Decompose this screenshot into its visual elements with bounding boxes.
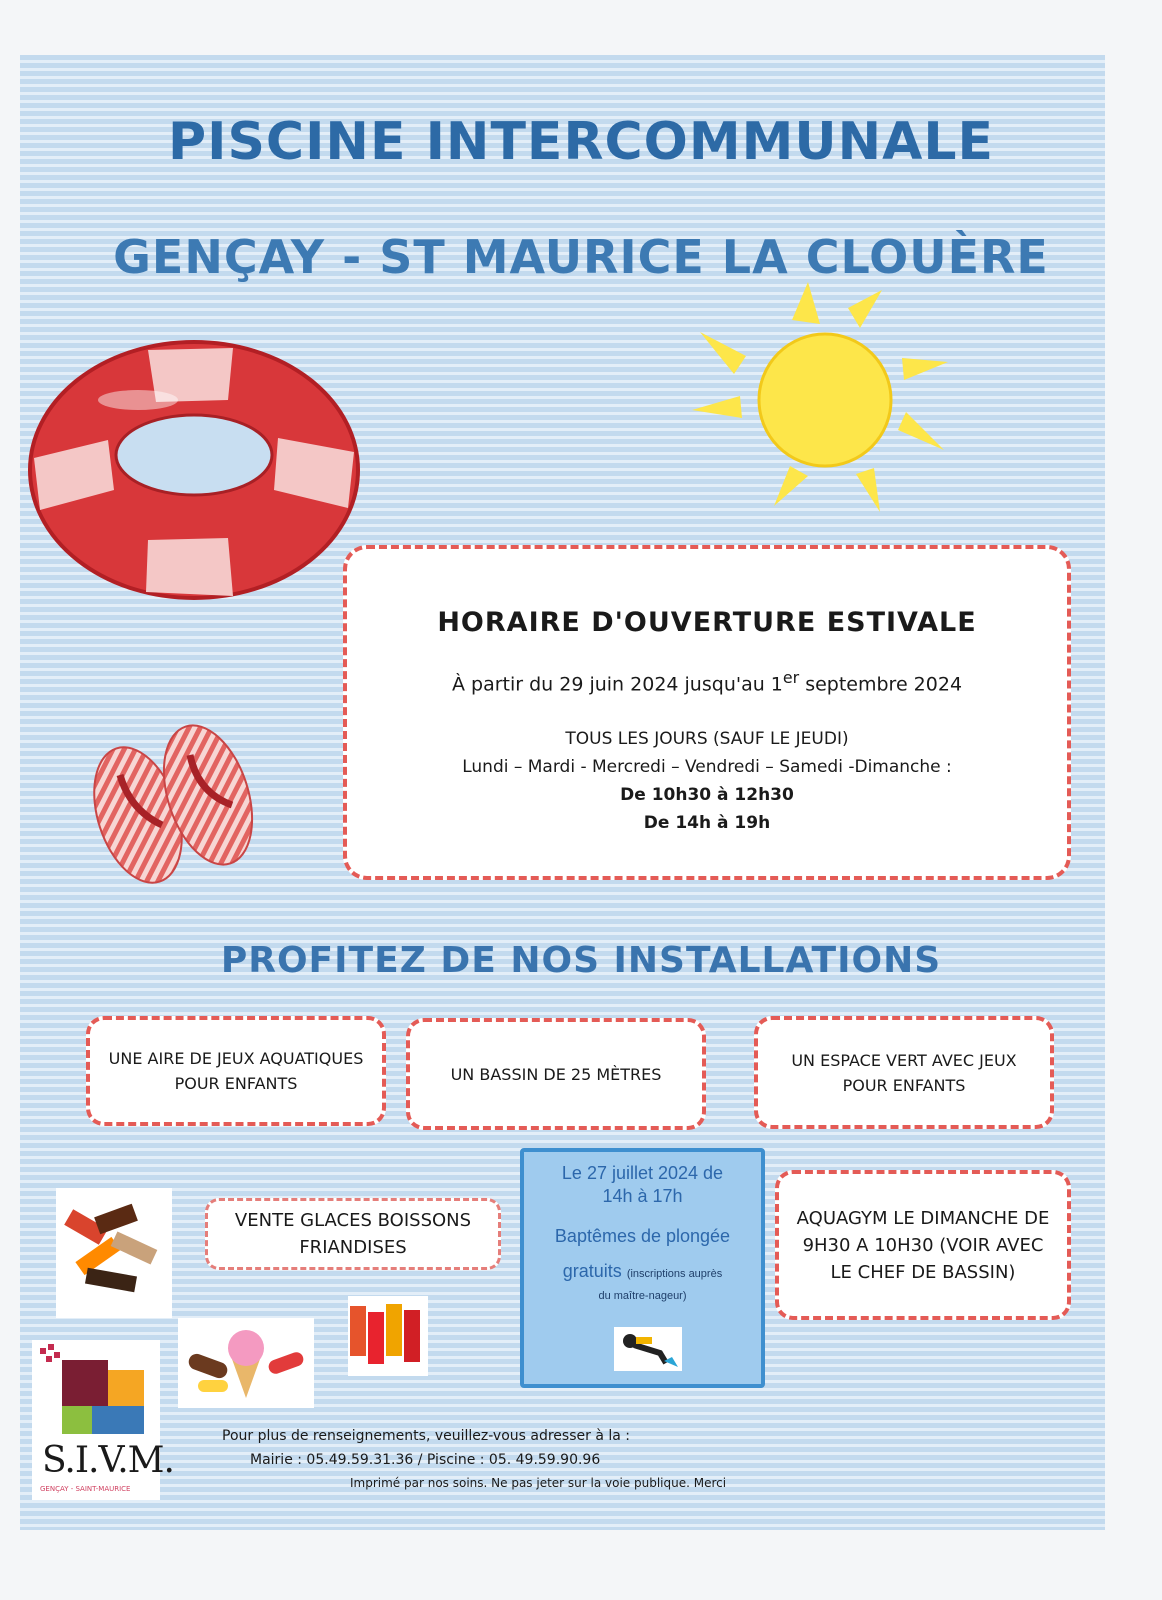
season-dates-end: septembre 2024 [799,673,963,696]
event-note-a: (inscriptions auprès [626,1268,723,1280]
season-dates-sup: er [782,668,800,687]
facility-sales: VENTE GLACES BOISSONS FRIANDISES [205,1198,501,1270]
facility-water-games: UNE AIRE DE JEUX AQUATIQUES POUR ENFANTS [86,1016,386,1126]
event-date: Le 27 juillet 2024 de 14h à 17h [561,1163,724,1206]
diving-event-box [520,1148,765,1388]
poster-title: PISCINE INTERCOMMUNALE [168,112,994,172]
event-name: Baptêmes de plongée [554,1226,731,1246]
days-list: Lundi – Mardi - Mercredi – Vendredi – Samedi -Dimanche : [462,757,952,778]
event-free-label: gratuits [562,1261,622,1281]
logo-name: S.I.V.M. [42,1440,174,1481]
logo-tagline: GENÇAY - SAINT-MAURICE [40,1485,131,1493]
event-note-b: du maître-nageur) [598,1290,687,1302]
footer-disclaimer: Imprimé par nos soins. Ne pas jeter sur la voie publique. Merci [350,1476,727,1490]
diver-icon [614,1327,682,1371]
drinks-photo [348,1296,428,1376]
morning-slot: De 10h30 à 12h30 [620,785,794,806]
footer-info: Pour plus de renseignements, veuillez-vous adresser à la : [222,1428,630,1444]
lifebuoy-icon [28,340,366,610]
afternoon-slot: De 14h à 19h [643,813,771,834]
everyday-label: TOUS LES JOURS (SAUF LE JEUDI) [565,729,849,750]
facility-green-space: UN ESPACE VERT AVEC JEUX POUR ENFANTS [754,1016,1054,1129]
aquagym-box: AQUAGYM LE DIMANCHE DE 9H30 A 10H30 (VOIR AVEC LE CHEF DE BASSIN) [775,1170,1071,1320]
sivm-logo [32,1340,174,1500]
footer-contacts: Mairie : 05.49.59.31.36 / Piscine : 05. 49.59.90.96 [250,1452,601,1468]
facility-pool-25m: UN BASSIN DE 25 MÈTRES [406,1018,706,1130]
sun-icon [690,280,960,520]
poster-subtitle: GENÇAY - ST MAURICE LA CLOUÈRE [113,230,1049,284]
candy-photo [56,1188,172,1318]
event-free [524,1261,761,1282]
ice-cream-photo [178,1318,314,1408]
facilities-title: PROFITEZ DE NOS INSTALLATIONS [220,940,942,981]
opening-hours-box [343,545,1071,880]
season-dates [452,668,962,695]
season-dates-start: À partir du 29 juin 2024 jusqu'au 1 [451,673,783,696]
flip-flops-icon [90,715,260,900]
opening-hours-title: HORAIRE D'OUVERTURE ESTIVALE [437,607,977,638]
